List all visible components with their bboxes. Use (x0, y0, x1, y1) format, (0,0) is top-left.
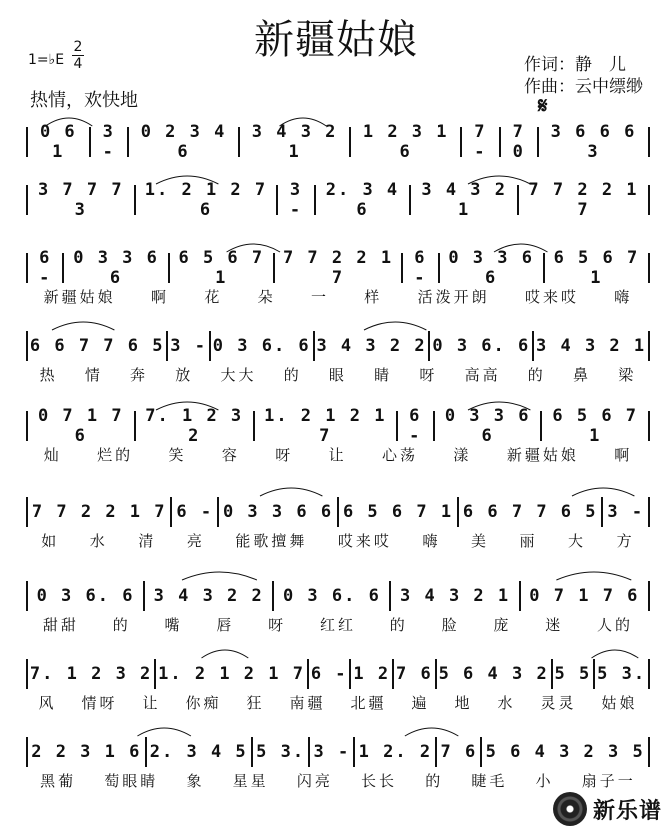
lyric-word: 嘴 (164, 616, 183, 634)
measure: 7 6 (395, 664, 433, 684)
slur-arc (46, 118, 93, 126)
measure: 3 - (289, 180, 303, 220)
lyric-word: 热 (39, 366, 58, 384)
page-title: 新疆姑娘 (254, 17, 418, 63)
measure: 3 4 3 2 2 (153, 586, 264, 606)
lyric-word: 笑 (168, 446, 187, 464)
lyric-word: 星星 (232, 772, 269, 790)
note-line (26, 408, 650, 444)
slur-arc (364, 322, 426, 330)
lyric-word: 方 (616, 532, 635, 550)
measure: 6 - (409, 406, 422, 446)
lyric-word: 的 (389, 616, 408, 634)
score-row (26, 734, 650, 794)
lyric-line (26, 614, 650, 638)
measure: 6 - (39, 248, 52, 288)
measure: 0 3 6. 6 (36, 586, 135, 606)
measure: 6 5 6 7 1 (342, 502, 454, 522)
lyric-line (26, 444, 650, 468)
measure: 2. 3 4 6 (325, 180, 400, 220)
lyric-word: 鼻 (573, 366, 592, 384)
lyric-word: 灵灵 (540, 694, 577, 712)
barline (648, 185, 650, 215)
measure: 0 7 1 7 6 (37, 406, 124, 446)
lyric-word: 姑娘 (601, 694, 638, 712)
lyric-word: 新疆姑娘 (43, 288, 116, 306)
slur-marks (26, 562, 650, 582)
barline (648, 497, 650, 527)
lyric-word: 啊 (150, 288, 169, 306)
measure: 7 7 2 2 1 7 (31, 502, 167, 522)
measure: 3 4 3 2 1 (536, 336, 647, 356)
slur-marks (26, 166, 650, 186)
lyric-word: 狂 (246, 694, 265, 712)
note-line (26, 250, 650, 286)
lyric-word: 北疆 (350, 694, 387, 712)
lyric-word: 烂的 (97, 446, 134, 464)
measure: 3 - (607, 502, 645, 522)
lyric-line (26, 770, 650, 794)
measure: 1. 2 1 2 7 6 (144, 180, 268, 220)
measure: 5 6 4 3 2 (438, 664, 549, 684)
key-signature: 1=♭E (28, 52, 65, 68)
measure: 3 - (102, 122, 115, 162)
measure: 3 6 6 6 3 (550, 122, 637, 162)
lyric-word: 你痴 (185, 694, 222, 712)
lyric-word: 的 (112, 616, 131, 634)
measure: 3 4 3 2 1 (421, 180, 507, 220)
lyric-line (26, 286, 650, 310)
score-row (26, 328, 650, 388)
lyric-word: 嗨 (422, 532, 441, 550)
lyric-word: 梁 (618, 366, 637, 384)
logo-text: 新乐谱 (592, 798, 662, 824)
note-line (26, 328, 650, 364)
lyric-word: 小 (535, 772, 554, 790)
measure: 0 3 6. 6 (432, 336, 531, 356)
lyric-word: 大大 (220, 366, 257, 384)
lyric-word: 美 (470, 532, 489, 550)
lyric-word: 风 (38, 694, 57, 712)
lyric-word: 南疆 (289, 694, 326, 712)
note-line (26, 656, 650, 692)
measure: 3 4 3 2 2 (316, 336, 427, 356)
measure: 7 7 2 2 1 7 (282, 248, 394, 288)
measure: 0 3 6. 6 (212, 336, 311, 356)
slur-marks (26, 718, 650, 738)
lyric-word: 呀 (275, 446, 294, 464)
measure: 3 - (313, 742, 351, 762)
slur-arc (52, 322, 114, 330)
lyric-word: 甜甜 (42, 616, 79, 634)
measure: 7. 1 2 3 2 (29, 664, 153, 684)
barline (648, 411, 650, 441)
lyric-word: 漾 (453, 446, 472, 464)
lyric-line (26, 364, 650, 388)
measure: 7 0 (512, 122, 525, 162)
lyric-word: 呀 (419, 366, 438, 384)
slur-marks (26, 640, 650, 660)
measure: 0 3 3 6 6 (222, 502, 334, 522)
note-line (26, 182, 650, 218)
lyric-word: 萄眼睛 (104, 772, 159, 790)
measure: 2 2 3 1 6 (31, 742, 142, 762)
note-line (26, 494, 650, 530)
lyric-word: 情 (84, 366, 103, 384)
lyricist-credit: 作词：静 儿 (524, 55, 626, 75)
composer-credit: 作曲：云中缥缈 (524, 77, 643, 97)
measure: 3 - (170, 336, 207, 356)
lyric-word: 脸 (441, 616, 460, 634)
measure: 3 7 7 7 3 (37, 180, 124, 220)
slur-marks (26, 312, 650, 332)
segno-icon: 𝄋 (538, 94, 548, 119)
lyric-line (26, 530, 650, 554)
lyric-word: 的 (527, 366, 546, 384)
slur-arc (156, 402, 218, 410)
lyric-word: 大 (568, 532, 587, 550)
measure: 5 3. (597, 664, 647, 684)
lyric-word: 人的 (597, 616, 634, 634)
measure: 3 4 3 2 1 (251, 122, 338, 162)
time-signature (72, 40, 84, 71)
measure: 7 7 2 2 1 7 (528, 180, 639, 220)
lyric-word: 黑葡 (40, 772, 77, 790)
measure: 0 3 3 6 6 (448, 248, 534, 288)
record-disc-icon (553, 792, 587, 826)
note-line (26, 578, 650, 614)
lyric-word: 如 (41, 532, 60, 550)
measure: 1. 2 1 2 1 7 (158, 664, 305, 684)
slur-arc (202, 650, 249, 658)
lyric-word: 水 (89, 532, 108, 550)
lyric-word: 的 (283, 366, 302, 384)
note-line (26, 124, 650, 160)
site-logo (553, 792, 662, 826)
lyric-word: 红红 (319, 616, 356, 634)
lyric-word: 水 (497, 694, 516, 712)
lyric-word: 唇 (216, 616, 235, 634)
slur-arc (468, 176, 530, 184)
lyric-word: 能歌擅舞 (235, 532, 308, 550)
slur-marks (26, 392, 650, 412)
lyric-word: 睫毛 (471, 772, 508, 790)
measure: 6 - (310, 664, 348, 684)
lyric-word: 朵 (257, 288, 276, 306)
lyric-word: 庞 (493, 616, 512, 634)
slur-arc (405, 728, 458, 736)
measure: 1. 2 1 2 1 7 (264, 406, 387, 446)
slur-arc (556, 572, 631, 580)
lyric-word: 长长 (361, 772, 398, 790)
measure: 7 - (474, 122, 487, 162)
measure: 1 2. 2 (358, 742, 433, 762)
measure: 6 5 6 7 1 (178, 248, 265, 288)
score-row (26, 124, 650, 160)
lyric-word: 容 (221, 446, 240, 464)
lyric-word: 一 (310, 288, 329, 306)
barline (648, 331, 650, 361)
lyric-word: 呀 (268, 616, 287, 634)
score-row (26, 494, 650, 554)
measure: 6 5 6 7 1 (552, 406, 639, 446)
measure: 3 4 3 2 1 (400, 586, 511, 606)
measure: 7. 1 2 3 2 (145, 406, 244, 446)
meter-bottom: 4 (73, 56, 83, 72)
barline (648, 737, 650, 767)
lyric-word: 花 (204, 288, 223, 306)
lyric-word: 清 (138, 532, 157, 550)
score-row (26, 408, 650, 468)
slur-marks (26, 478, 650, 498)
measure: 0 2 3 4 6 (140, 122, 227, 162)
score-row (26, 182, 650, 218)
lyric-word: 嗨 (614, 288, 633, 306)
lyric-word: 迷 (545, 616, 564, 634)
measure: 6 5 6 7 1 (553, 248, 640, 288)
measure: 0 3 3 6 6 (444, 406, 531, 446)
lyric-word: 让 (328, 446, 347, 464)
score-row (26, 656, 650, 716)
lyric-word: 样 (364, 288, 383, 306)
score-row (26, 250, 650, 310)
lyric-word: 扇子一 (581, 772, 636, 790)
measure: 6 6 7 7 6 5 (29, 336, 165, 356)
measure: 5 3. (256, 742, 306, 762)
barline (648, 659, 650, 689)
slur-arc (494, 244, 547, 252)
lyric-word: 高高 (464, 366, 501, 384)
measure: 0 6 1 (39, 122, 77, 162)
slur-arc (280, 118, 327, 126)
slur-arc (592, 650, 639, 658)
slur-marks (26, 234, 650, 254)
score-row (26, 578, 650, 638)
measure: 6 - (414, 248, 427, 288)
measure: 7 6 (440, 742, 478, 762)
measure: 6 - (176, 502, 214, 522)
slur-arc (137, 728, 190, 736)
measure: 0 7 1 7 6 (529, 586, 640, 606)
slur-marks (26, 108, 650, 128)
slur-arc (260, 488, 322, 496)
note-line (26, 734, 650, 770)
lyric-word: 奔 (130, 366, 149, 384)
measure: 5 6 4 3 2 3 5 (485, 742, 645, 762)
slur-arc (182, 572, 257, 580)
slur-arc (572, 488, 634, 496)
measure: 5 5 (554, 664, 592, 684)
lyric-word: 让 (142, 694, 161, 712)
lyric-word: 睛 (374, 366, 393, 384)
lyric-word: 灿 (43, 446, 62, 464)
lyric-word: 新疆姑娘 (506, 446, 579, 464)
measure: 0 3 3 6 6 (73, 248, 159, 288)
lyric-word: 心荡 (382, 446, 419, 464)
slur-arc (156, 176, 218, 184)
lyric-line (26, 692, 650, 716)
lyric-word: 情呀 (81, 694, 118, 712)
lyric-word: 啊 (614, 446, 633, 464)
lyric-word: 眼 (328, 366, 347, 384)
lyric-word: 放 (175, 366, 194, 384)
barline (648, 127, 650, 157)
lyric-word: 的 (425, 772, 444, 790)
lyric-word: 闪亮 (296, 772, 333, 790)
lyric-word: 哎来哎 (524, 288, 579, 306)
measure: 0 3 6. 6 (282, 586, 381, 606)
measure: 2. 3 4 5 (149, 742, 248, 762)
lyric-word: 地 (454, 694, 473, 712)
lyric-word: 遍 (411, 694, 430, 712)
measure: 6 6 7 7 6 5 (462, 502, 598, 522)
lyric-word: 象 (186, 772, 205, 790)
slur-arc (227, 244, 280, 252)
meter-top: 2 (73, 39, 83, 55)
slur-arc (468, 402, 530, 410)
lyric-word: 亮 (186, 532, 205, 550)
barline (648, 253, 650, 283)
lyric-word: 哎来哎 (337, 532, 392, 550)
measure: 1 2 3 1 6 (362, 122, 449, 162)
lyric-word: 丽 (519, 532, 538, 550)
barline (648, 581, 650, 611)
tempo-marking: 热情，欢快地 (30, 90, 138, 111)
measure: 1 2 (353, 664, 391, 684)
lyric-word: 活泼开朗 (417, 288, 490, 306)
